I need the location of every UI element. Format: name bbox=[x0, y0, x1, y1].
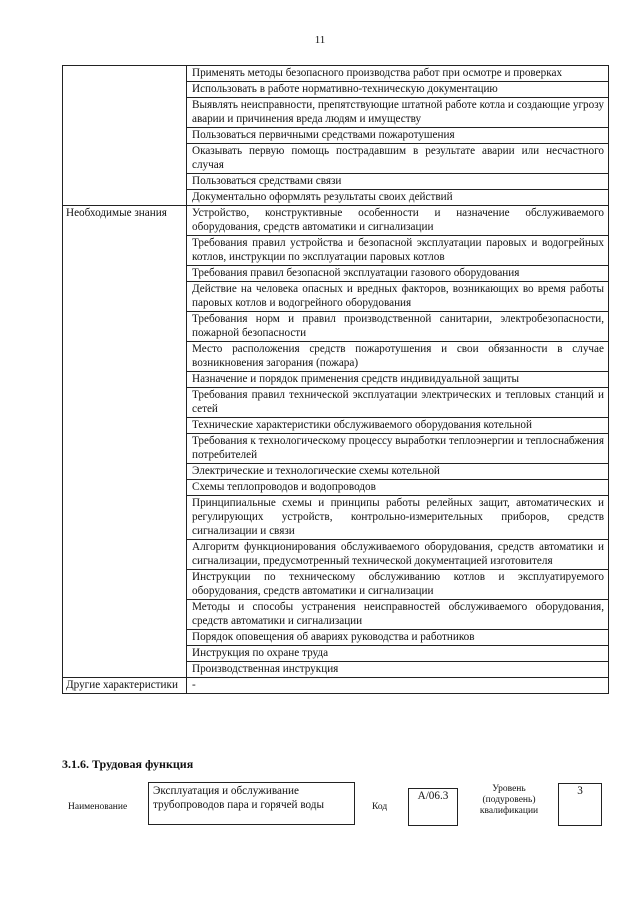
requirement-item: Выявлять неисправности, препятствующие штатной работе котла и создающие угрозу аварии и причинения вреда людям и имуществу bbox=[187, 98, 609, 128]
code-label: Код bbox=[372, 802, 388, 812]
requirement-item: Назначение и порядок применения средств индивидуальной защиты bbox=[187, 372, 609, 388]
code-value-box: А/06.3 bbox=[408, 788, 458, 826]
qualification-level-box: 3 bbox=[558, 783, 602, 826]
table-row bbox=[63, 66, 609, 82]
requirement-item: Требования норм и правил производственной санитарии, электробезопасности, пожарной безопасности bbox=[187, 312, 609, 342]
section-heading: 3.1.6. Трудовая функция bbox=[62, 757, 194, 771]
requirement-item: Алгоритм функционирования обслуживаемого оборудования, средств автоматики и сигнализации, предусмотренный технической документацией изготовителя bbox=[187, 540, 609, 570]
page-number: 11 bbox=[314, 34, 326, 46]
requirement-item: Технические характеристики обслуживаемого оборудования котельной bbox=[187, 418, 609, 434]
requirement-item: Требования правил безопасной эксплуатации газового оборудования bbox=[187, 266, 609, 282]
category-cell: Необходимые знания bbox=[63, 206, 187, 678]
requirement-item: Требования к технологическому процессу выработки теплоэнергии и теплоснабжения потребителей bbox=[187, 434, 609, 464]
requirement-item: Порядок оповещения об авариях руководства и работников bbox=[187, 630, 609, 646]
requirement-item: Действие на человека опасных и вредных факторов, возникающих во время работы паровых котлов и водогрейного оборудования bbox=[187, 282, 609, 312]
requirement-item: Применять методы безопасного производства работ при осмотре и проверках bbox=[187, 66, 609, 82]
requirement-item: Устройство, конструктивные особенности и назначение обслуживаемого оборудования, средств автоматики и сигнализации bbox=[187, 206, 609, 236]
requirement-item: Инструкции по техническому обслуживанию котлов и эксплуатируемого оборудования, средств автоматики и сигнализации bbox=[187, 570, 609, 600]
qualification-level-label: Уровень (подуровень) квалификации bbox=[479, 784, 539, 816]
requirement-item: Электрические и технологические схемы котельной bbox=[187, 464, 609, 480]
requirement-item: Принципиальные схемы и принципы работы релейных защит, автоматических и регулирующих устройств, контрольно-измерительных приборов, средств сигнализации и связи bbox=[187, 496, 609, 540]
table-row bbox=[63, 678, 609, 694]
requirement-item: Требования правил устройства и безопасной эксплуатации паровых и водогрейных котлов, инструкции по эксплуатации паровых котлов bbox=[187, 236, 609, 266]
requirements-table-body bbox=[63, 66, 609, 694]
requirement-item: Документально оформлять результаты своих действий bbox=[187, 190, 609, 206]
requirement-item: Место расположения средств пожаротушения и свои обязанности в случае возникновения загорания (пожара) bbox=[187, 342, 609, 372]
requirement-item: Методы и способы устранения неисправностей обслуживаемого оборудования, средств автоматики и сигнализации bbox=[187, 600, 609, 630]
category-cell: Другие характеристики bbox=[63, 678, 187, 694]
name-value-box: Эксплуатация и обслуживание трубопроводов пара и горячей воды bbox=[148, 782, 355, 825]
name-label: Наименование bbox=[68, 802, 128, 812]
requirement-item: Схемы теплопроводов и водопроводов bbox=[187, 480, 609, 496]
requirement-item: Оказывать первую помощь пострадавшим в результате аварии или несчастного случая bbox=[187, 144, 609, 174]
requirement-item: Инструкция по охране труда bbox=[187, 646, 609, 662]
requirements-table bbox=[62, 65, 609, 694]
requirement-item: Пользоваться средствами связи bbox=[187, 174, 609, 190]
requirement-item: Производственная инструкция bbox=[187, 662, 609, 678]
table-row bbox=[63, 206, 609, 236]
labor-function-row bbox=[62, 782, 608, 834]
requirement-item: Требования правил технической эксплуатации электрических и тепловых станций и сетей bbox=[187, 388, 609, 418]
category-cell bbox=[63, 66, 187, 206]
requirement-item: - bbox=[187, 678, 609, 694]
requirement-item: Пользоваться первичными средствами пожаротушения bbox=[187, 128, 609, 144]
requirement-item: Использовать в работе нормативно-техническую документацию bbox=[187, 82, 609, 98]
